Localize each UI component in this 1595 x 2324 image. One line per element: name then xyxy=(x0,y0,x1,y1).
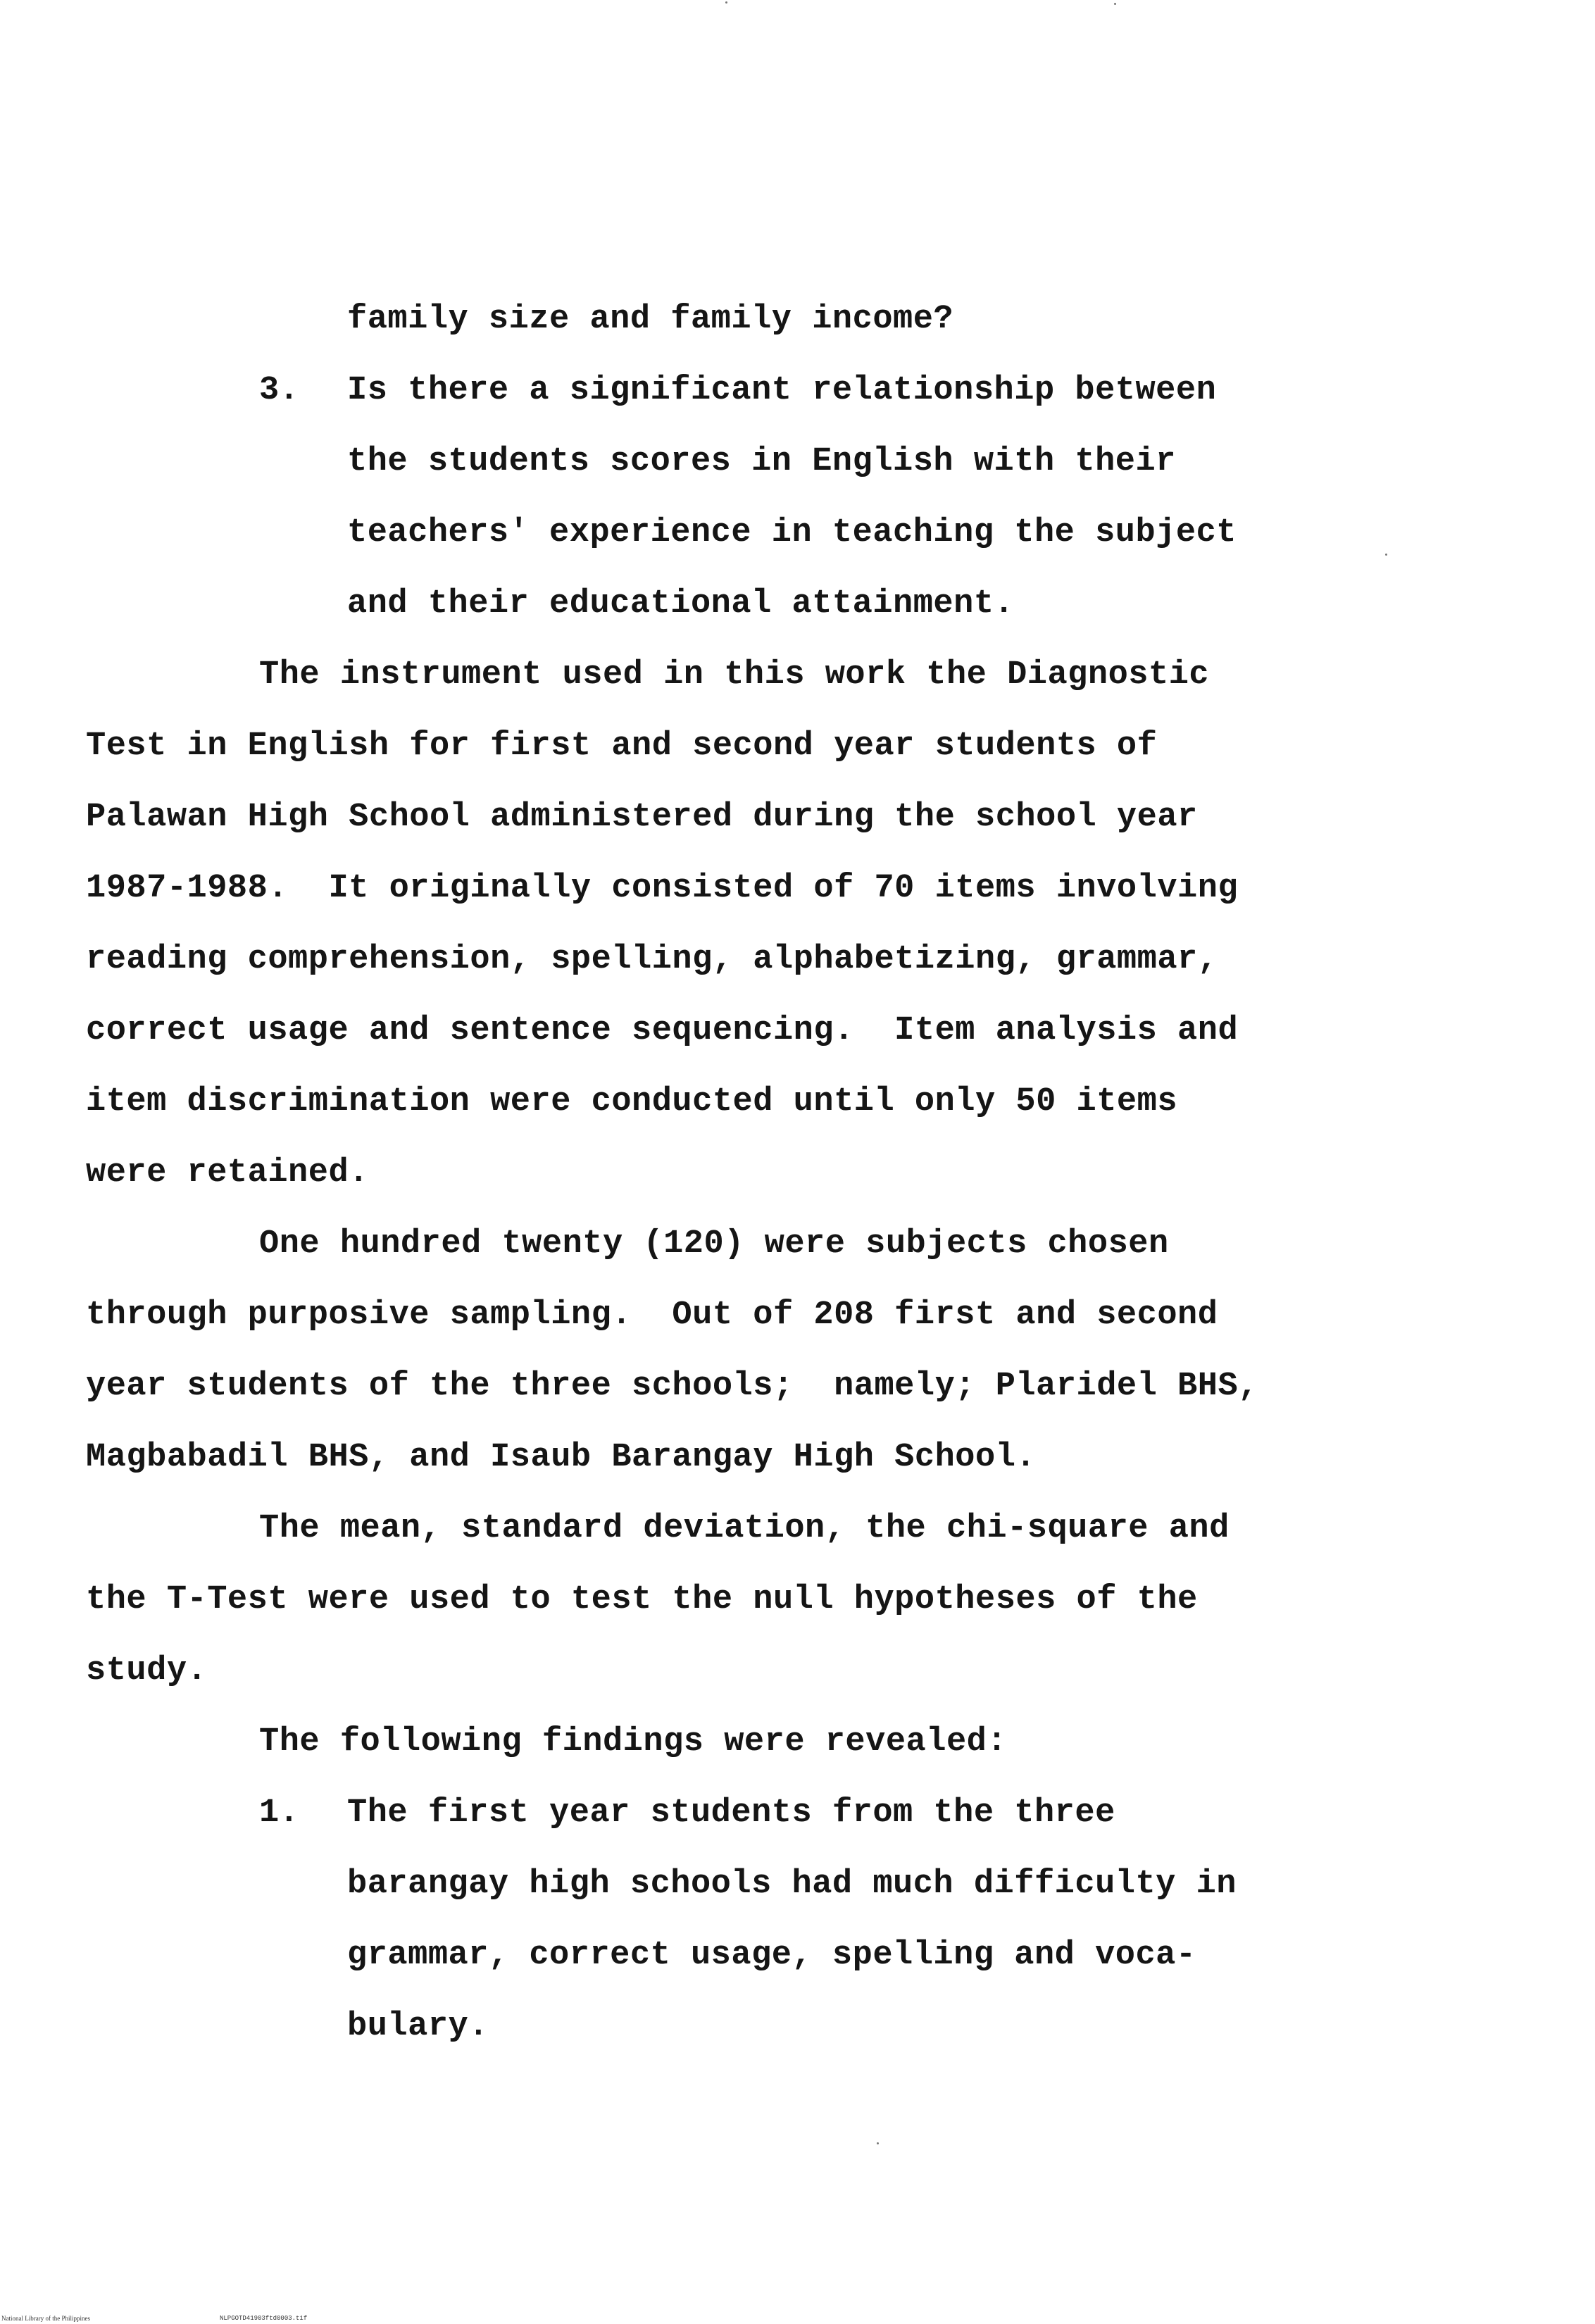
instrument-paragraph-line: Palawan High School administered during the school year xyxy=(86,799,1198,836)
instrument-paragraph-line: reading comprehension, spelling, alphabetizing, grammar, xyxy=(86,941,1218,978)
library-footer: National Library of the Philippines xyxy=(1,2315,90,2322)
subjects-paragraph-line: year students of the three schools; namely; Plaridel BHS, xyxy=(86,1368,1258,1405)
continuation-line: family size and family income? xyxy=(347,301,954,338)
file-name-footer: NLPGOTD41903ftd0003.tif xyxy=(220,2315,308,2322)
scan-speck xyxy=(1114,3,1116,5)
instrument-paragraph-line: were retained. xyxy=(86,1154,369,1192)
finding-1-line-3: grammar, correct usage, spelling and voca- xyxy=(347,1937,1196,1974)
question-3-number: 3. xyxy=(259,372,299,409)
methods-paragraph-line: the T-Test were used to test the null hypotheses of the xyxy=(86,1581,1198,1618)
scan-speck xyxy=(877,2142,879,2144)
instrument-paragraph-first-line: The instrument used in this work the Diagnostic xyxy=(259,656,1210,694)
methods-paragraph-line: study. xyxy=(86,1652,208,1689)
subjects-paragraph-line: Magbabadil BHS, and Isaub Barangay High School. xyxy=(86,1439,1037,1476)
instrument-paragraph-line: correct usage and sentence sequencing. Item analysis and xyxy=(86,1012,1239,1049)
question-3-line-4: and their educational attainment. xyxy=(347,585,1015,623)
methods-paragraph-first-line: The mean, standard deviation, the chi-square and xyxy=(259,1510,1230,1547)
findings-intro: The following findings were revealed: xyxy=(259,1723,1008,1761)
finding-1-line-1: The first year students from the three xyxy=(347,1794,1115,1832)
question-3-line-2: the students scores in English with their xyxy=(347,443,1176,480)
question-3-line-1: Is there a significant relationship between xyxy=(347,372,1217,409)
question-3-line-3: teachers' experience in teaching the subject xyxy=(347,514,1237,551)
finding-1-line-4: bulary. xyxy=(347,2008,489,2045)
scan-speck xyxy=(725,1,727,4)
instrument-paragraph-line: item discrimination were conducted until only 50 items xyxy=(86,1083,1178,1120)
instrument-paragraph-line: 1987-1988. It originally consisted of 70 items involving xyxy=(86,870,1239,907)
instrument-paragraph-line: Test in English for first and second year students of xyxy=(86,727,1158,765)
finding-1-number: 1. xyxy=(259,1794,299,1832)
subjects-paragraph-line: through purposive sampling. Out of 208 first and second xyxy=(86,1297,1218,1334)
finding-1-line-2: barangay high schools had much difficulty in xyxy=(347,1866,1237,1903)
scan-speck xyxy=(1385,554,1387,556)
subjects-paragraph-first-line: One hundred twenty (120) were subjects chosen xyxy=(259,1225,1169,1263)
